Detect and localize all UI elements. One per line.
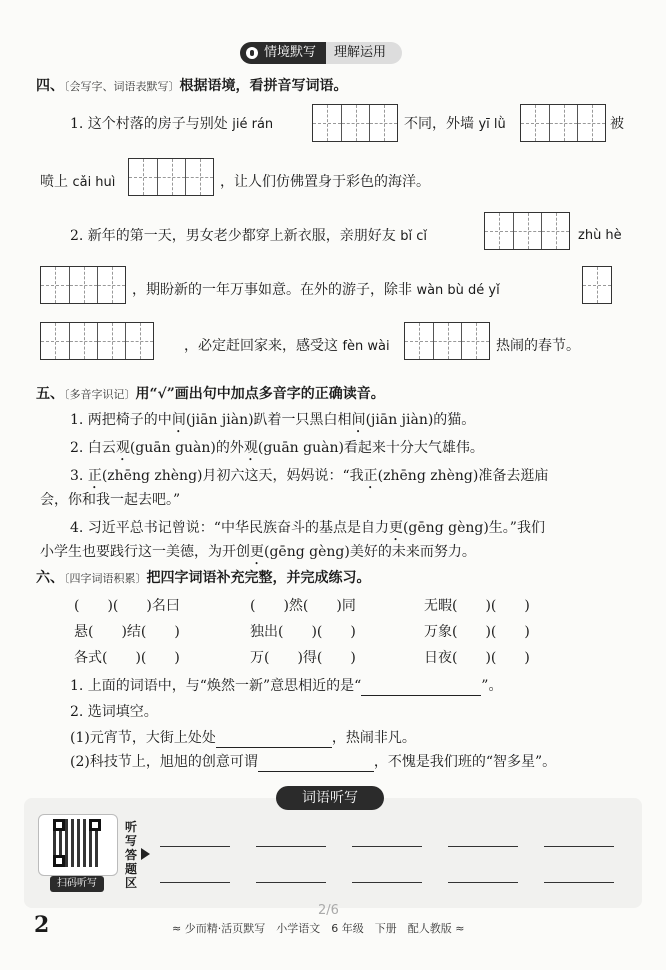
s5-text: 1. 两把椅子的中 (70, 412, 172, 428)
polyphone-char: 间 (171, 412, 186, 428)
qr-code-icon[interactable] (38, 814, 118, 876)
s5-text: (guān guàn)的外 (129, 440, 244, 456)
pinyin-bici: bǐ cǐ (400, 229, 428, 244)
section5-number: 五、 (36, 386, 64, 402)
s4-text: 喷上 (40, 174, 73, 190)
answer-grid-fenwai[interactable] (404, 322, 490, 360)
pinyin-wanbudeyi: wàn bù dé yǐ (416, 283, 500, 298)
section6-instruction: 把四字词语补充完整，并完成练习。 (146, 570, 371, 586)
s4-line2-end: ，让人们仿佛置身于彩色的海洋。 (220, 174, 430, 190)
s5-q4 (70, 518, 545, 544)
s5-text: (jiān jiàn)的猫。 (365, 412, 476, 428)
answer-line[interactable] (544, 882, 614, 883)
answer-line[interactable] (448, 846, 518, 847)
word-item[interactable]: ( )然( )同 (250, 598, 356, 614)
answer-grid-caihui[interactable] (128, 158, 214, 196)
banner-tab-light: 理解运用 (326, 42, 402, 64)
answer-line[interactable] (160, 846, 230, 847)
pinyin-zhuhe: zhù hè (578, 228, 622, 243)
banner-dark-label: 情境默写 (264, 45, 317, 60)
banner-tab-dark (240, 42, 326, 64)
word-item[interactable]: 万( )得( ) (250, 650, 356, 666)
word-item[interactable]: 独出( )( ) (250, 624, 356, 640)
s4-text: ，必定赶回家来，感受这 (184, 338, 343, 354)
answer-grid-jieran[interactable] (312, 104, 398, 142)
s4-text: 2. 新年的第一天，男女老少都穿上新衣服，亲朋好友 (70, 228, 401, 244)
word-item[interactable]: 日夜( )( ) (424, 650, 530, 666)
s4-line5 (184, 336, 390, 357)
s4-text: 不同，外墙 (404, 116, 479, 132)
answer-line[interactable] (352, 882, 422, 883)
s6-text: ，热闹非凡。 (331, 730, 416, 746)
answer-line[interactable] (256, 846, 326, 847)
s5-text: (zhēng zhèng)准备去逛庙 (377, 468, 549, 484)
s6-q1 (70, 676, 502, 696)
section5-tag: 〔多音字识记〕 (64, 388, 136, 401)
page-number: 2 (34, 912, 50, 938)
listening-title: 词语听写 (276, 786, 384, 810)
s4-text: 1. 这个村落的房子与别处 (70, 116, 233, 132)
polyphone-char: 观 (243, 440, 258, 456)
section6-title (36, 568, 371, 589)
answer-grid-wanbudeyi-cont[interactable] (40, 322, 154, 360)
word-item[interactable]: 悬( )结( ) (74, 624, 180, 640)
microphone-icon (246, 47, 258, 59)
s4-line4 (132, 280, 500, 301)
section4-title (36, 76, 348, 97)
s6-q2-1 (70, 728, 416, 748)
answer-line[interactable] (544, 846, 614, 847)
answer-grid-zhuhe[interactable] (40, 266, 126, 304)
section5-title (36, 384, 385, 405)
s5-text: 小学生也要践行这一美德，为开创 (40, 544, 250, 560)
s4-text: ，期盼新的一年万事如意。在外的游子，除非 (132, 282, 417, 298)
section6-tag: 〔四字词语积累〕 (64, 572, 147, 585)
section4-number: 四、 (36, 78, 64, 94)
word-item[interactable]: ( )( )名曰 (74, 598, 180, 614)
footer-text: ≈ 少而精·活页默写 小学语文 6 年级 下册 配人教版 ≈ (172, 922, 465, 935)
s5-q3 (70, 466, 548, 492)
pinyin-caihui: cǎi huì (72, 175, 116, 190)
s5-q3-cont: 会，你和我一起去吧。” (40, 492, 181, 508)
answer-blank[interactable] (258, 757, 374, 772)
section6-number: 六、 (36, 570, 64, 586)
s5-text: (gēng gèng)美好的未来而努力。 (264, 544, 476, 560)
word-item[interactable]: 各式( )( ) (74, 650, 180, 666)
pinyin-fenwai: fèn wài (342, 339, 390, 354)
answer-line[interactable] (352, 846, 422, 847)
scan-label: 扫码听写 (50, 876, 104, 892)
polyphone-char: 正 (87, 468, 102, 484)
polyphone-char: 间 (351, 412, 366, 428)
s4-line1-mid (404, 114, 506, 135)
s6-text: (2)科技节上，旭旭的创意可谓 (70, 754, 258, 770)
s4-line5-end: 热闹的春节。 (496, 338, 580, 354)
answer-blank[interactable] (216, 733, 332, 748)
section-banner (240, 42, 402, 64)
s6-text: ，不愧是我们班的“智多星”。 (373, 754, 557, 770)
s5-q4-cont (40, 542, 476, 568)
pinyin-yilu: yī lǜ (478, 117, 506, 132)
word-item[interactable]: 万象( )( ) (424, 624, 530, 640)
polyphone-char: 更 (250, 544, 264, 560)
answer-area-label: 听写答题区 (125, 820, 138, 890)
s5-text: (zhēng zhèng)月初六这天，妈妈说：“我 (101, 468, 364, 484)
answer-grid-bici[interactable] (484, 212, 570, 250)
answer-line[interactable] (160, 882, 230, 883)
s5-q1 (70, 410, 475, 436)
polyphone-char: 更 (388, 520, 403, 536)
section4-tag: 〔会写字、词语表默写〕 (64, 80, 180, 93)
s4-line2-start (40, 172, 115, 193)
s5-q2 (70, 438, 484, 464)
s6-text: 1. 上面的词语中，与“焕然一新”意思相近的是“ (70, 678, 362, 694)
s5-text: 4. 习近平总书记曾说：“中华民族奋斗的基点是自力 (70, 520, 389, 536)
polyphone-char: 正 (363, 468, 378, 484)
arrow-right-icon (141, 848, 150, 860)
s4-line3-start (70, 226, 427, 247)
pinyin-jieran: jié rán (232, 117, 274, 132)
answer-grid-wanbudeyi[interactable] (582, 266, 612, 304)
s6-text: (1)元宵节，大街上处处 (70, 730, 216, 746)
s6-text: ”。 (481, 678, 503, 694)
polyphone-char: 观 (115, 440, 130, 456)
s5-text: 2. 白云 (70, 440, 116, 456)
answer-blank[interactable] (361, 681, 481, 696)
s6-q2: 2. 选词填空。 (70, 704, 158, 720)
s5-text: (jiān jiàn)趴着一只黑白相 (185, 412, 352, 428)
s5-text: (guān guàn)看起来十分大气雄伟。 (257, 440, 484, 456)
s4-line1-start (70, 114, 273, 135)
word-item[interactable]: 无暇( )( ) (424, 598, 530, 614)
s6-q2-2 (70, 752, 556, 772)
answer-line[interactable] (448, 882, 518, 883)
section4-instruction: 根据语境，看拼音写词语。 (179, 78, 348, 94)
page-indicator: 2/6 (318, 903, 339, 918)
answer-grid-yilu[interactable] (520, 104, 606, 142)
s5-text: (gēng gèng)生。”我们 (402, 520, 545, 536)
s5-text: 3. (70, 468, 88, 484)
section5-instruction: 用“√”画出句中加点多音字的正确读音。 (135, 386, 385, 402)
answer-line[interactable] (256, 882, 326, 883)
s4-line1-end: 被 (610, 116, 624, 132)
